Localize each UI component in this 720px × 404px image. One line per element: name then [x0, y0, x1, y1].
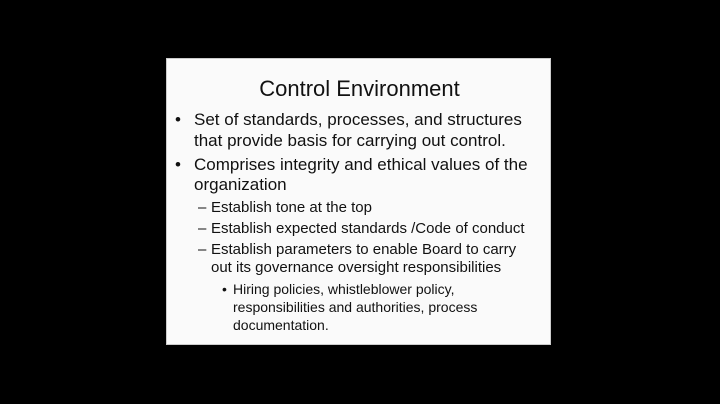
dash-marker: – — [198, 241, 207, 258]
sub-sub-bullet-line-1: Hiring policies, whistleblower policy, — [233, 281, 455, 297]
bullet-1-line-1: Set of standards, processes, and structures — [194, 110, 522, 129]
slide-title: Control Environment — [259, 76, 460, 101]
sub-bullet-1: Establish tone at the top — [211, 199, 372, 216]
sub-bullet-2: Establish expected standards /Code of conduct — [211, 220, 525, 237]
bullet-1-line-2: that provide basis for carrying out control. — [194, 131, 506, 150]
sub-sub-bullet-line-3: documentation. — [233, 317, 329, 333]
slide — [166, 58, 551, 345]
bullet-marker: • — [222, 281, 227, 297]
bullet-2-line-1: Comprises integrity and ethical values of the — [194, 155, 528, 174]
sub-bullet-3-line-2: out its governance oversight responsibilities — [211, 259, 502, 276]
sub-bullet-3-line-1: Establish parameters to enable Board to carry — [211, 241, 517, 258]
dash-marker: – — [198, 220, 207, 237]
bullet-2-line-2: organization — [194, 175, 287, 194]
bullet-marker: • — [175, 110, 181, 129]
bullet-marker: • — [175, 155, 181, 174]
sub-sub-bullet-line-2: responsibilities and authorities, process — [233, 299, 478, 315]
dash-marker: – — [198, 199, 207, 216]
